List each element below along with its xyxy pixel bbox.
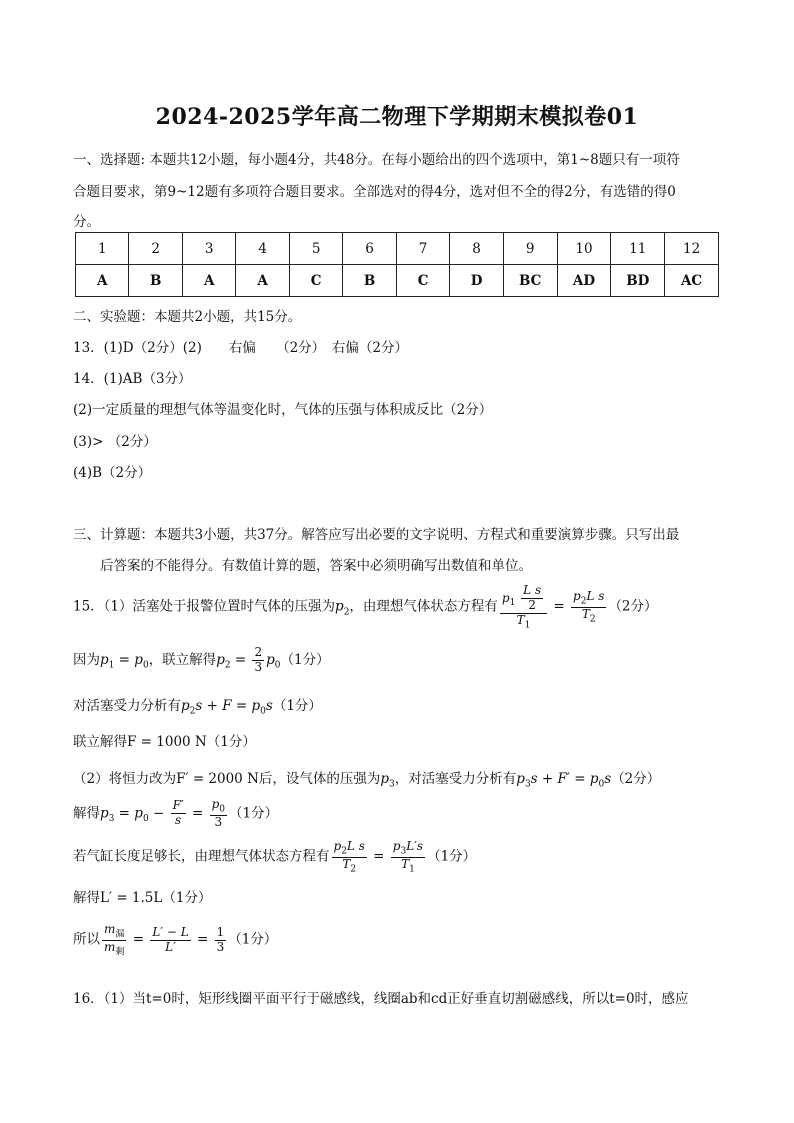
section3-line2: 后答案的不能得分。有数值计算的题，答案中必须明确写出数值和单位。 [100,558,532,574]
q14-part2: (2)一定质量的理想气体等温变化时，气体的压强与体积成反比（2分） [73,402,493,418]
question-number: 12 [665,233,719,265]
answer-cell: A [236,265,289,297]
q15-line5: （2）将恒力改为F′ = 2000 N后，设气体的压强为$p_3$，对活塞受力分析有$p_3s + F' = p_0s(2$分） [73,771,661,790]
question-number: 11 [611,233,665,265]
q14-part1: 14．(1)AB（3分） [73,371,192,387]
q14-part3: (3)> （2分） [73,434,157,450]
answer-table-answer-row [76,265,719,297]
q16-line1: 16．（1）当t=0时，矩形线圈平面平行于磁感线，线圈ab和cd正好垂直切割磁感线，所以t=0时，感应 [73,991,689,1007]
answer-cell: C [396,265,449,297]
q15-line3: 对活塞受力分析有$p_2s + F = p_0s(1$分） [73,698,322,717]
question-number: 2 [129,233,182,265]
answer-cell: B [129,265,182,297]
answer-table [75,232,719,297]
section3-line1: 三、计算题：本题共3小题，共37分。解答应写出必要的文字说明、方程式和重要演算步骤。只写出最 [73,527,680,543]
q15-line2: 因为$p_1 = p_0$，联立解得$p_2$ = $\frac{2}{3}$ $p_0(1$分） [73,645,330,674]
answer-table-number-row [76,233,719,265]
question-number: 7 [396,233,449,265]
question-number: 6 [343,233,396,265]
equation-fraction: $p_1$ $\frac{\text{L s}}{2}$ $T_1$ [500,584,547,630]
question-number: 9 [503,233,557,265]
q15-line4: 联立解得F = 1000 N（1分） [73,734,256,750]
question-number: 5 [289,233,342,265]
section1-line2: 合题目要求，第9~12题有多项符合题目要求。全部选对的得4分，选对但不全的得2分，有选错的得0 [73,184,676,200]
answer-cell: BC [503,265,557,297]
q13-answer: 13．(1)D（2分）(2) 右偏 （2分） 右偏（2分） [73,340,409,356]
q15-line6: 解得$p_3 = p_0$ − $\frac{F'}{s}$ = $\frac{p_0}{3}$ （1分） [73,797,279,829]
question-number: 8 [450,233,504,265]
q14-part4: (4)B（2分） [73,465,152,481]
question-number: 1 [76,233,129,265]
answer-cell: A [182,265,235,297]
q15-line1: 15．（1）活塞处于报警位置时气体的压强为$p_2$，由理想气体状态方程有 $p_1$ $\frac{\text{L s}}{2}$ $T_1$ = $\frac{p_2L s}{T_2}$ （2分） [73,583,658,630]
equation-fraction: $\frac{p_2L s}{T_2}$ [573,588,605,625]
q15-line7: 若气缸长度足够长，由理想气体状态方程有 $\frac{p_2L s}{T_2}$ = $\frac{p_3L's}{T_1}$ （1分） [73,839,477,875]
page-title: 2024-2025学年高二物理下学期期末模拟卷01 [155,104,639,130]
answer-cell: A [76,265,129,297]
answer-cell: B [343,265,396,297]
section2-heading: 二、实验题：本题共2小题，共15分。 [73,309,302,325]
answer-cell: AD [557,265,611,297]
section1-line1: 一、选择题: 本题共12小题，每小题4分，共48分。在每小题给出的四个选项中，第1~8题只有一项符 [73,152,680,168]
answer-cell: D [450,265,504,297]
answer-cell: BD [611,265,665,297]
section1-line3: 分。 [73,214,100,230]
answer-cell: C [289,265,342,297]
q15-line8: 解得L′ = 1.5L（1分） [73,890,212,906]
question-number: 10 [557,233,611,265]
answer-cell: AC [665,265,719,297]
question-number: 3 [182,233,235,265]
question-number: 4 [236,233,289,265]
q15-line9: 所以 $\frac{m_漏}{m_剩}$ = $\frac{L' - L}{L'}$ = $\frac{1}{3}$ （1分） [73,922,278,958]
